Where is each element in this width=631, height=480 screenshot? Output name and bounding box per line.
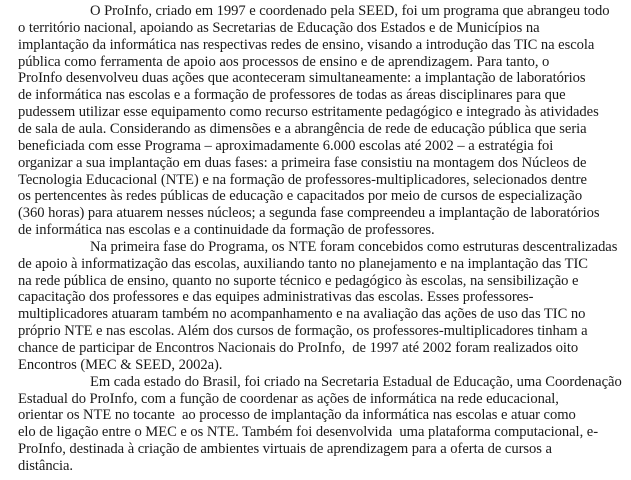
text-line: O ProInfo, criado em 1997 e coordenado pela SEED, foi um programa que abrangeu todo [90,3,610,19]
text-line: Estadual do ProInfo, com a função de coordenar as ações de informática na rede educacional, [18,390,559,407]
text-line: orientar os NTE no tocante ao processo de implantação da informática nas escolas e atuar como [18,407,576,424]
text-line: os pertencentes às redes públicas de educação e capacitados por meio de cursos de especialização [18,188,583,205]
text-line: chance de participar de Encontros Nacionais do ProInfo, de 1997 até 2002 foram realizados oito [18,340,579,357]
text-line: implantação da informática nas respectivas redes de ensino, visando a introdução das TIC na escola [18,36,595,53]
text-line: (360 horas) para atuarem nesses núcleos; a segunda fase compreendeu a implantação de laboratórios [18,205,600,222]
text-line: Tecnologia Educacional (NTE) e na formação de professores-multiplicadores, selecionados dentre [18,171,587,188]
text-line: na rede pública de ensino, quanto no suporte técnico e pedagógico às escolas, na sensibilização e [18,272,579,289]
text-line: Encontros (MEC & SEED, 2002a). [18,356,223,373]
text-line: de sala de aula. Considerando as dimensões e a abrangência de rede de educação pública que seria [18,120,587,137]
text-line: capacitação dos professores e das equipes administrativas das escolas. Esses professores- [18,289,534,306]
text-line: Em cada estado do Brasil, foi criado na Secretaria Estadual de Educação, uma Coordenação [90,373,622,390]
text-line: beneficiada com esse Programa – aproximadamente 6.000 escolas até 2002 – a estratégia foi [18,137,554,154]
text-line: de apoio à informatização das escolas, auxiliando tanto no planejamento e na implantação das TIC [18,255,588,272]
text-line: o território nacional, apoiando as Secretarias de Educação dos Estados e de Municípios na [18,19,540,36]
text-line: de informática nas escolas e a continuidade da formação de professores. [18,222,435,239]
text-line: ProInfo, destinada à criação de ambientes virtuais de aprendizagem para a oferta de cursos a [18,441,552,458]
text-line: pública como ferramenta de apoio aos processos de ensino e de aprendizagem. Para tanto, o [18,53,550,70]
text-line: próprio NTE e nas escolas. Além dos cursos de formação, os professores-multiplicadores tinham a [18,323,588,340]
text-line: elo de ligação entre o MEC e os NTE. Também foi desenvolvida uma plataforma computacional, e- [18,424,598,441]
text-line: organizar a sua implantação em duas fases: a primeira fase consistiu na montagem dos Núcleos de [18,154,587,171]
text-line: ProInfo desenvolveu duas ações que aconteceram simultaneamente: a implantação de laboratórios [18,70,586,87]
text-line: de informática nas escolas e a formação de professores de todas as áreas disciplinares para que [18,87,566,104]
text-line: Na primeira fase do Programa, os NTE foram concebidos como estruturas descentralizadas [90,238,618,255]
text-line: pudessem utilizar esse equipamento como recurso estritamente pedagógico e integrado às atividades [18,104,599,121]
text-line: distância. [18,458,74,474]
text-line: multiplicadores atuaram também no acompanhamento e na avaliação das ações de uso das TIC no [18,306,586,323]
